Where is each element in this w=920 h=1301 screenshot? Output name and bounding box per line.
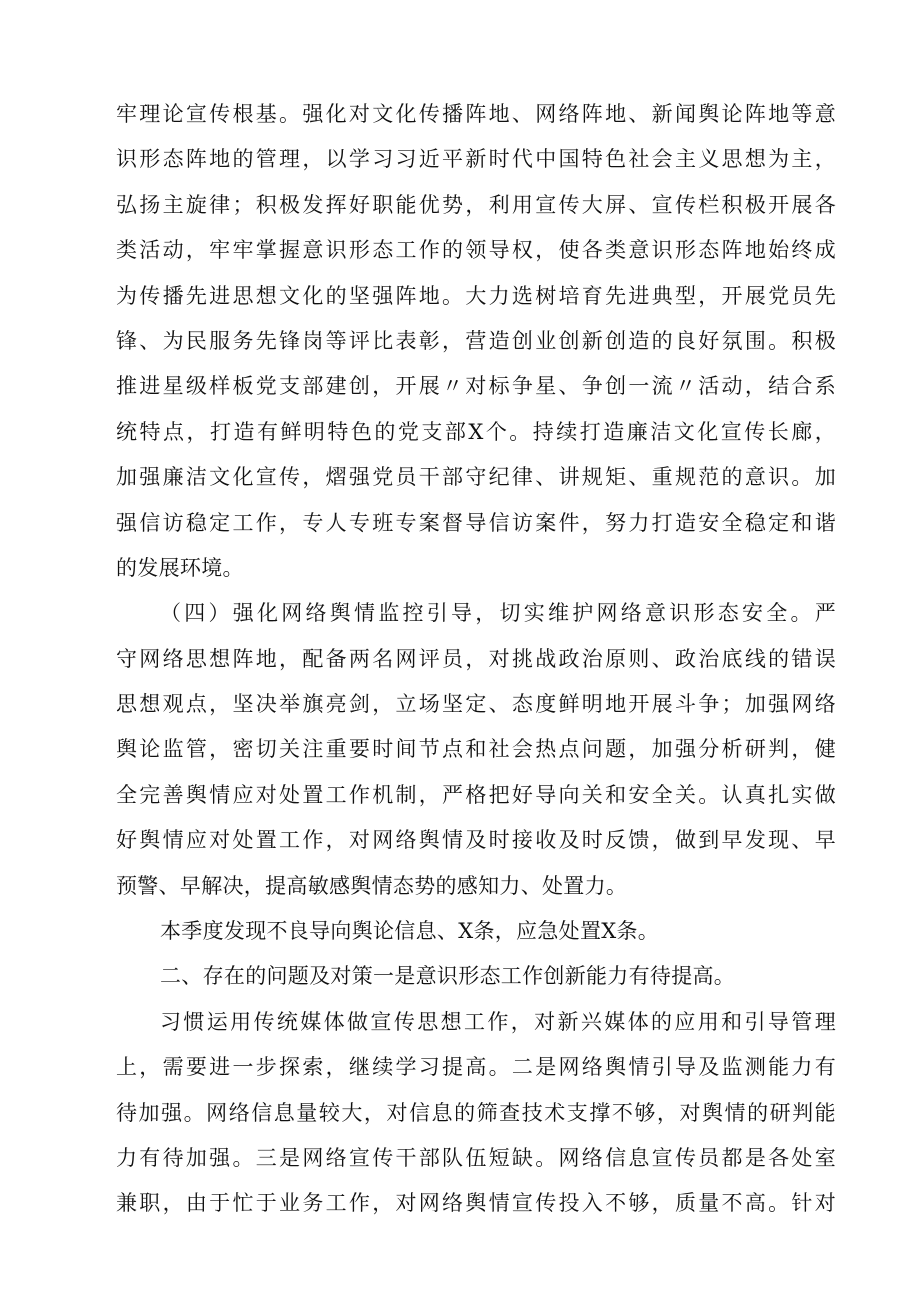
text-line: 为传播先进思想文化的坚强阵地。大力选树培育先进典型，开展党员先 (116, 283, 836, 308)
text-line: 守网络思想阵地，配备两名网评员，对挑战政治原则、政治底线的错误 (116, 646, 836, 671)
section-heading-line: 二、存在的问题及对策一是意识形态工作创新能力有待提高。 (160, 964, 736, 989)
text-line: 力有待加强。三是网络宣传干部队伍短缺。网络信息宣传员都是各处室 (116, 1145, 836, 1170)
text-line: 强信访稳定工作，专人专班专案督导信访案件，努力打造安全稳定和谐 (116, 510, 836, 535)
text-line: 的发展环境。 (116, 555, 244, 580)
text-line: 兼职，由于忙于业务工作，对网络舆情宣传投入不够，质量不高。针对 (116, 1191, 836, 1216)
text-line: 预警、早解决，提高敏感舆情态势的感知力、处置力。 (116, 873, 628, 898)
section-heading-line: （四）强化网络舆情监控引导，切实维护网络意识形态安全。严 (160, 601, 836, 626)
text-line: 锋、为民服务先锋岗等评比表彰，营造创业创新创造的良好氛围。积极 (116, 328, 836, 353)
text-line: 类活动，牢牢掌握意识形态工作的领导权，使各类意识形态阵地始终成 (116, 238, 836, 263)
text-line: 加强廉洁文化宣传，熠强党员干部守纪律、讲规矩、重规范的意识。加 (116, 465, 836, 490)
text-line: 牢理论宣传根基。强化对文化传播阵地、网络阵地、新闻舆论阵地等意 (116, 102, 836, 126)
text-line: 思想观点，坚决举旗亮剑，立场坚定、态度鲜明地开展斗争；加强网络 (116, 692, 836, 717)
text-line: 本季度发现不良导向舆论信息、X条，应急处置X条。 (160, 919, 660, 944)
body-text (116, 92, 836, 1227)
text-line: 习惯运用传统媒体做宣传思想工作，对新兴媒体的应用和引导管理 (160, 1009, 836, 1034)
text-line: 推进星级样板党支部建创，开展〃对标争星、争创一流〃活动，结合系 (116, 374, 836, 399)
text-line: 全完善舆情应对处置工作机制，严格把好导向关和安全关。认真扎实做 (116, 782, 836, 807)
text-line: 待加强。网络信息量较大，对信息的筛查技术支撑不够，对舆情的研判能 (116, 1100, 836, 1125)
text-line: 舆论监管，密切关注重要时间节点和社会热点问题，加强分析研判，健 (116, 737, 836, 762)
text-line: 弘扬主旋律；积极发挥好职能优势，利用宣传大屏、宣传栏积极开展各 (116, 192, 836, 217)
text-line: 上，需要进一步探索，继续学习提高。二是网络舆情引导及监测能力有 (116, 1055, 836, 1080)
text-line: 好舆情应对处置工作，对网络舆情及时接收及时反馈，做到早发现、早 (116, 828, 836, 853)
text-line: 识形态阵地的管理，以学习习近平新时代中国特色社会主义思想为主， (116, 147, 836, 172)
text-line: 统特点，打造有鲜明特色的党支部X个。持续打造廉洁文化宣传长廊， (116, 419, 836, 444)
